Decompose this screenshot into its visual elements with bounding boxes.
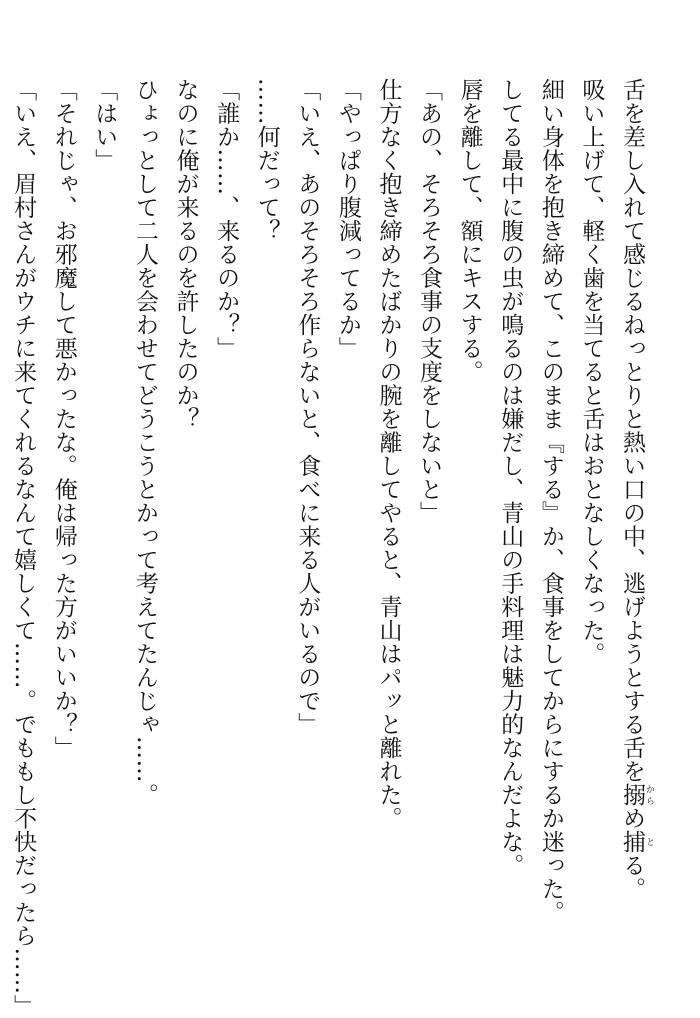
text-line-15: 「それじゃ、お邪魔して悪かったな。俺は帰った方がいいか？」 — [50, 78, 77, 760]
text-line-1-main: 舌を差し入れて感じるねっとりと熱い口の中、逃げようとする舌を — [619, 78, 645, 783]
ruby-reading-to: と — [644, 830, 654, 854]
ruby-base-kara: 搦 — [619, 783, 645, 807]
text-line-4: してる最中に腹の虫が鳴るのは嫌だし、青山の手料理は魅力的なんだよな。 — [497, 78, 524, 877]
text-line-12: なのに俺が来るのを許したのか？ — [172, 78, 199, 431]
text-line-3: 細い身体を抱き締めて、このまま『する』か、食事をしてからにするか迷った。 — [537, 78, 564, 924]
text-line-16: 「いえ、眉村さんがウチに来てくれるなんて嬉しくて……。でももし不快だったら……」 — [10, 78, 37, 1018]
text-line-6: 「あの、そろそろ食事の支度をしないと」 — [416, 78, 443, 525]
ruby-reading-kara: から — [644, 783, 654, 807]
ruby-base-to: 捕 — [619, 830, 645, 854]
text-line-14: 「はい」 — [91, 78, 118, 172]
text-line-2: 吸い上げて、軽く歯を当てると舌はおとなしくなった。 — [578, 78, 605, 666]
text-line-1-middle: め — [619, 806, 645, 830]
text-line-10: ……何だって？ — [253, 78, 280, 243]
text-line-5: 唇を離して、額にキスする。 — [456, 78, 483, 384]
text-line-1 — [611, 78, 654, 901]
text-line-7: 仕方なく抱き締めたばかりの腕を離してやると、青山はパッと離れた。 — [375, 78, 402, 830]
ruby-to — [619, 830, 654, 854]
text-line-8: 「やっぱり腹減ってるか」 — [334, 78, 361, 360]
text-line-1-end: る。 — [619, 853, 645, 901]
text-line-13: ひょっとして二人を会わせてどうこうとかって考えてたんじゃ……。 — [131, 78, 158, 807]
text-line-9: 「いえ、あのそろそろ作らないと、食べに来る人がいるので」 — [294, 78, 321, 736]
text-line-11: 「誰か……、来るのか？」 — [213, 78, 240, 360]
vertical-text-body — [3, 78, 655, 1018]
ruby-kara — [619, 783, 654, 807]
